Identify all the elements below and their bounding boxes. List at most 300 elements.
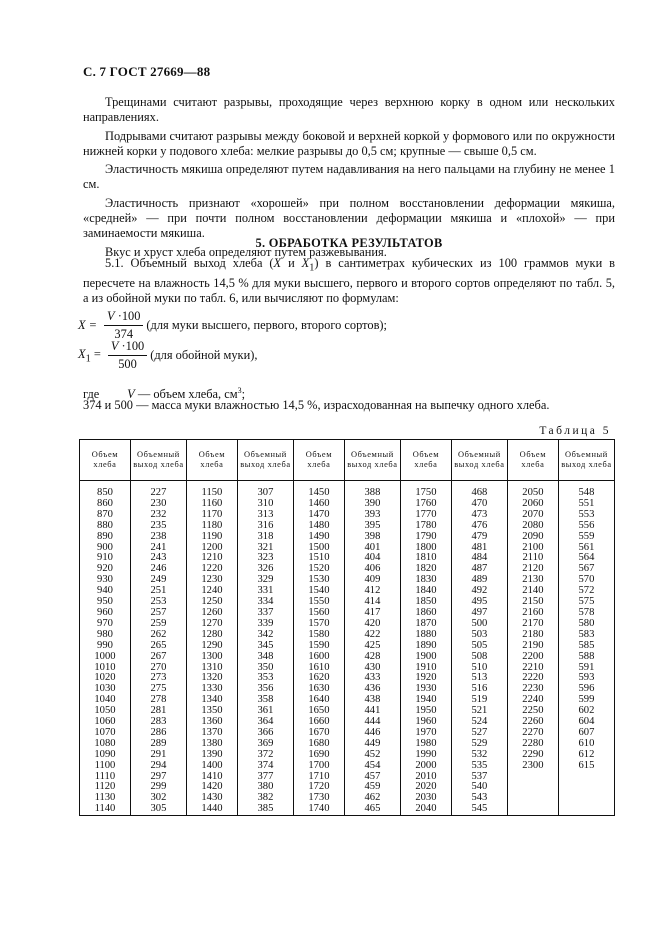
cell-volume-yield: 422 [344, 630, 400, 641]
cell-bread-volume: 930 [80, 575, 131, 586]
col-header-yield: Объемный выход хлеба [558, 440, 614, 481]
cell-volume-yield: 599 [558, 695, 614, 706]
cell-bread-volume: 2120 [507, 564, 558, 575]
cell-bread-volume: 1860 [400, 608, 451, 619]
cell-bread-volume: 1530 [293, 575, 344, 586]
cell-bread-volume: 1700 [293, 761, 344, 772]
cell-volume-yield: 430 [344, 663, 400, 674]
cell-bread-volume: 1290 [186, 641, 237, 652]
formula-x: X = $\frac{V \cdot 100}{374}$ (для муки высшего, первого, второго сортов); [78, 309, 387, 341]
cell-volume-yield: 253 [130, 597, 186, 608]
cell-volume-yield: 446 [344, 728, 400, 739]
cell-bread-volume: 1060 [80, 717, 131, 728]
cell-volume-yield: 484 [451, 553, 507, 564]
cell-bread-volume: 1170 [186, 510, 237, 521]
table-5 [79, 439, 615, 816]
cell-volume-yield: 529 [451, 739, 507, 750]
cell-volume-yield: 342 [237, 630, 293, 641]
cell-bread-volume: 970 [80, 619, 131, 630]
cell-bread-volume: 900 [80, 543, 131, 554]
cell-volume-yield: 513 [451, 673, 507, 684]
cell-volume-yield: 441 [344, 706, 400, 717]
cell-volume-yield: 278 [130, 695, 186, 706]
cell-volume-yield: 545 [451, 804, 507, 815]
cell-bread-volume: 980 [80, 630, 131, 641]
cell-bread-volume: 1850 [400, 597, 451, 608]
cell-volume-yield: 334 [237, 597, 293, 608]
cell-bread-volume: 1180 [186, 521, 237, 532]
cell-volume-yield: 323 [237, 553, 293, 564]
cell-volume-yield: 548 [558, 481, 614, 499]
cell-bread-volume: 1740 [293, 804, 344, 815]
cell-volume-yield: 433 [344, 673, 400, 684]
legend-mass: 374 и 500 — масса муки влажностью 14,5 %, израсходованная на выпечку одного хлеба. [83, 398, 550, 412]
cell-bread-volume: 1650 [293, 706, 344, 717]
cell-volume-yield: 564 [558, 553, 614, 564]
cell-bread-volume: 1040 [80, 695, 131, 706]
cell-bread-volume: 1500 [293, 543, 344, 554]
cell-volume-yield: 454 [344, 761, 400, 772]
cell-bread-volume: 2280 [507, 739, 558, 750]
cell-bread-volume: 2140 [507, 586, 558, 597]
cell-bread-volume: 1870 [400, 619, 451, 630]
paragraph-elasticity-method: Эластичность мякиша определяют путем надавливания на него пальцами на глубину не менее 1 см. [83, 162, 615, 192]
cell-volume-yield: 593 [558, 673, 614, 684]
cell-bread-volume: 2000 [400, 761, 451, 772]
cell-bread-volume: 1920 [400, 673, 451, 684]
cell-bread-volume [507, 772, 558, 783]
cell-bread-volume: 1640 [293, 695, 344, 706]
cell-bread-volume: 1930 [400, 684, 451, 695]
cell-bread-volume: 1020 [80, 673, 131, 684]
table-row [80, 652, 615, 663]
cell-volume-yield: 310 [237, 499, 293, 510]
cell-bread-volume: 1890 [400, 641, 451, 652]
cell-volume-yield: 412 [344, 586, 400, 597]
cell-bread-volume: 2040 [400, 804, 451, 815]
cell-bread-volume: 1750 [400, 481, 451, 499]
cell-volume-yield: 358 [237, 695, 293, 706]
cell-volume-yield: 329 [237, 575, 293, 586]
cell-bread-volume: 1800 [400, 543, 451, 554]
cell-volume-yield: 578 [558, 608, 614, 619]
cell-bread-volume: 1710 [293, 772, 344, 783]
cell-volume-yield: 516 [451, 684, 507, 695]
col-header-volume: Объем хлеба [186, 440, 237, 481]
cell-volume-yield: 286 [130, 728, 186, 739]
cell-bread-volume: 2300 [507, 761, 558, 772]
cell-volume-yield: 404 [344, 553, 400, 564]
cell-volume-yield: 591 [558, 663, 614, 674]
cell-bread-volume: 1980 [400, 739, 451, 750]
cell-volume-yield: 294 [130, 761, 186, 772]
paragraph-cracks: Трещинами считают разрывы, проходящие через верхнюю корку в одном или нескольких направлениях. [83, 95, 615, 125]
cell-volume-yield: 417 [344, 608, 400, 619]
cell-bread-volume: 1720 [293, 782, 344, 793]
cell-volume-yield: 241 [130, 543, 186, 554]
cell-bread-volume: 2010 [400, 772, 451, 783]
cell-volume-yield: 553 [558, 510, 614, 521]
cell-bread-volume: 1070 [80, 728, 131, 739]
table-row [80, 761, 615, 772]
cell-bread-volume: 2110 [507, 553, 558, 564]
cell-volume-yield: 339 [237, 619, 293, 630]
cell-volume-yield: 503 [451, 630, 507, 641]
cell-volume-yield: 607 [558, 728, 614, 739]
col-header-yield: Объемный выход хлеба [130, 440, 186, 481]
cell-volume-yield: 249 [130, 575, 186, 586]
cell-volume-yield: 492 [451, 586, 507, 597]
cell-bread-volume: 1480 [293, 521, 344, 532]
cell-bread-volume: 1760 [400, 499, 451, 510]
cell-bread-volume: 1410 [186, 772, 237, 783]
cell-bread-volume: 1910 [400, 663, 451, 674]
col-header-volume: Объем хлеба [507, 440, 558, 481]
cell-volume-yield: 465 [344, 804, 400, 815]
cell-volume-yield: 481 [451, 543, 507, 554]
cell-bread-volume: 1380 [186, 739, 237, 750]
cell-volume-yield: 281 [130, 706, 186, 717]
cell-bread-volume: 1420 [186, 782, 237, 793]
cell-volume-yield [558, 772, 614, 783]
cell-volume-yield: 374 [237, 761, 293, 772]
cell-volume-yield: 459 [344, 782, 400, 793]
col-header-volume: Объем хлеба [400, 440, 451, 481]
cell-bread-volume: 1830 [400, 575, 451, 586]
cell-volume-yield: 409 [344, 575, 400, 586]
cell-bread-volume: 1100 [80, 761, 131, 772]
cell-volume-yield: 535 [451, 761, 507, 772]
cell-volume-yield: 524 [451, 717, 507, 728]
cell-bread-volume: 2080 [507, 521, 558, 532]
cell-volume-yield: 227 [130, 481, 186, 499]
cell-volume-yield: 585 [558, 641, 614, 652]
cell-volume-yield: 299 [130, 782, 186, 793]
cell-bread-volume: 2020 [400, 782, 451, 793]
cell-bread-volume: 880 [80, 521, 131, 532]
cell-volume-yield: 414 [344, 597, 400, 608]
cell-volume-yield: 348 [237, 652, 293, 663]
cell-bread-volume: 1340 [186, 695, 237, 706]
cell-bread-volume: 1140 [80, 804, 131, 815]
cell-volume-yield: 532 [451, 750, 507, 761]
cell-volume-yield: 436 [344, 684, 400, 695]
cell-volume-yield [558, 782, 614, 793]
cell-bread-volume: 1190 [186, 532, 237, 543]
cell-bread-volume: 1990 [400, 750, 451, 761]
cell-bread-volume: 1590 [293, 641, 344, 652]
cell-volume-yield: 602 [558, 706, 614, 717]
cell-volume-yield: 331 [237, 586, 293, 597]
page-header: С. 7 ГОСТ 27669—88 [83, 64, 211, 79]
cell-bread-volume: 2070 [507, 510, 558, 521]
cell-bread-volume: 1790 [400, 532, 451, 543]
cell-volume-yield: 612 [558, 750, 614, 761]
cell-bread-volume: 1120 [80, 782, 131, 793]
cell-bread-volume: 1730 [293, 793, 344, 804]
cell-bread-volume: 2290 [507, 750, 558, 761]
cell-bread-volume: 1030 [80, 684, 131, 695]
cell-bread-volume: 1550 [293, 597, 344, 608]
cell-bread-volume: 1200 [186, 543, 237, 554]
cell-bread-volume: 860 [80, 499, 131, 510]
cell-bread-volume: 990 [80, 641, 131, 652]
cell-bread-volume: 1970 [400, 728, 451, 739]
cell-bread-volume: 1450 [293, 481, 344, 499]
cell-volume-yield: 321 [237, 543, 293, 554]
col-header-yield: Объемный выход хлеба [451, 440, 507, 481]
cell-bread-volume: 1680 [293, 739, 344, 750]
cell-volume-yield: 257 [130, 608, 186, 619]
cell-volume-yield: 380 [237, 782, 293, 793]
cell-bread-volume: 1300 [186, 652, 237, 663]
cell-bread-volume: 1460 [293, 499, 344, 510]
cell-volume-yield: 527 [451, 728, 507, 739]
cell-volume-yield: 361 [237, 706, 293, 717]
cell-bread-volume: 1820 [400, 564, 451, 575]
cell-bread-volume: 1430 [186, 793, 237, 804]
cell-volume-yield: 615 [558, 761, 614, 772]
cell-volume-yield: 572 [558, 586, 614, 597]
cell-volume-yield: 246 [130, 564, 186, 575]
cell-volume-yield: 401 [344, 543, 400, 554]
cell-volume-yield: 238 [130, 532, 186, 543]
cell-bread-volume: 1330 [186, 684, 237, 695]
cell-volume-yield: 508 [451, 652, 507, 663]
cell-volume-yield: 457 [344, 772, 400, 783]
cell-bread-volume: 1570 [293, 619, 344, 630]
cell-bread-volume: 1690 [293, 750, 344, 761]
cell-volume-yield: 275 [130, 684, 186, 695]
cell-volume-yield: 575 [558, 597, 614, 608]
cell-bread-volume: 1610 [293, 663, 344, 674]
formula-note: (для муки высшего, первого, второго сортов); [146, 318, 387, 332]
cell-bread-volume: 2160 [507, 608, 558, 619]
cell-volume-yield: 369 [237, 739, 293, 750]
cell-volume-yield: 398 [344, 532, 400, 543]
cell-volume-yield: 444 [344, 717, 400, 728]
cell-volume-yield: 372 [237, 750, 293, 761]
cell-bread-volume: 1360 [186, 717, 237, 728]
cell-bread-volume: 2090 [507, 532, 558, 543]
cell-volume-yield: 468 [451, 481, 507, 499]
table-header-row [80, 440, 615, 481]
cell-volume-yield: 479 [451, 532, 507, 543]
cell-bread-volume: 1770 [400, 510, 451, 521]
cell-bread-volume: 1390 [186, 750, 237, 761]
cell-volume-yield: 291 [130, 750, 186, 761]
cell-bread-volume: 1280 [186, 630, 237, 641]
cell-volume-yield: 406 [344, 564, 400, 575]
cell-bread-volume: 2220 [507, 673, 558, 684]
cell-volume-yield: 364 [237, 717, 293, 728]
cell-bread-volume: 2210 [507, 663, 558, 674]
cell-volume-yield: 487 [451, 564, 507, 575]
cell-volume-yield: 366 [237, 728, 293, 739]
cell-volume-yield: 505 [451, 641, 507, 652]
cell-bread-volume: 2130 [507, 575, 558, 586]
cell-bread-volume [507, 804, 558, 815]
cell-volume-yield: 462 [344, 793, 400, 804]
cell-bread-volume: 1540 [293, 586, 344, 597]
cell-bread-volume: 1230 [186, 575, 237, 586]
cell-bread-volume: 910 [80, 553, 131, 564]
cell-volume-yield [558, 804, 614, 815]
cell-bread-volume: 1010 [80, 663, 131, 674]
cell-volume-yield: 356 [237, 684, 293, 695]
cell-bread-volume: 960 [80, 608, 131, 619]
cell-bread-volume: 1370 [186, 728, 237, 739]
cell-volume-yield: 473 [451, 510, 507, 521]
cell-volume-yield: 232 [130, 510, 186, 521]
cell-volume-yield: 273 [130, 673, 186, 684]
cell-bread-volume: 1080 [80, 739, 131, 750]
cell-bread-volume: 2260 [507, 717, 558, 728]
cell-volume-yield: 420 [344, 619, 400, 630]
cell-volume-yield: 307 [237, 481, 293, 499]
fraction: $\frac{V \cdot 100}{374}$ [104, 309, 143, 342]
cell-volume-yield: 305 [130, 804, 186, 815]
cell-bread-volume: 1240 [186, 586, 237, 597]
cell-bread-volume: 1950 [400, 706, 451, 717]
cell-bread-volume: 1880 [400, 630, 451, 641]
table-caption: Таблица 5 [539, 425, 611, 437]
cell-bread-volume: 1960 [400, 717, 451, 728]
cell-volume-yield: 345 [237, 641, 293, 652]
cell-bread-volume: 1270 [186, 619, 237, 630]
cell-volume-yield: 270 [130, 663, 186, 674]
cell-volume-yield: 497 [451, 608, 507, 619]
cell-volume-yield: 316 [237, 521, 293, 532]
table-body [80, 481, 615, 816]
cell-volume-yield: 425 [344, 641, 400, 652]
cell-bread-volume: 1620 [293, 673, 344, 684]
cell-bread-volume: 1440 [186, 804, 237, 815]
cell-volume-yield: 452 [344, 750, 400, 761]
cell-volume-yield: 540 [451, 782, 507, 793]
cell-volume-yield: 449 [344, 739, 400, 750]
cell-volume-yield: 561 [558, 543, 614, 554]
cell-volume-yield: 521 [451, 706, 507, 717]
paragraph-5-1: 5.1. Объемный выход хлеба (X и $X_1$) в сантиметрах кубических из 100 граммов муки в пересчете на влажность 14,5 % для муки высшего, первого и второго сортов определяют по табл. 5, а из обойной муки по табл. 6, или вычисляют по формулам: [83, 256, 616, 306]
cell-volume-yield: 500 [451, 619, 507, 630]
table-row [80, 532, 615, 543]
cell-bread-volume: 1600 [293, 652, 344, 663]
cell-bread-volume: 1310 [186, 663, 237, 674]
cell-bread-volume: 2200 [507, 652, 558, 663]
cell-volume-yield: 559 [558, 532, 614, 543]
cell-volume-yield: 388 [344, 481, 400, 499]
cell-volume-yield: 297 [130, 772, 186, 783]
cell-volume-yield: 350 [237, 663, 293, 674]
table-row [80, 641, 615, 652]
cell-volume-yield: 470 [451, 499, 507, 510]
cell-bread-volume: 1130 [80, 793, 131, 804]
cell-bread-volume: 850 [80, 481, 131, 499]
cell-bread-volume: 1780 [400, 521, 451, 532]
legend-volume: где V — объем хлеба, $см^3$; [83, 386, 246, 402]
cell-bread-volume: 1050 [80, 706, 131, 717]
cell-volume-yield: 395 [344, 521, 400, 532]
cell-bread-volume: 1660 [293, 717, 344, 728]
cell-bread-volume: 2250 [507, 706, 558, 717]
cell-bread-volume: 2270 [507, 728, 558, 739]
cell-volume-yield: 235 [130, 521, 186, 532]
cell-volume-yield: 570 [558, 575, 614, 586]
cell-volume-yield: 556 [558, 521, 614, 532]
cell-volume-yield: 596 [558, 684, 614, 695]
cell-bread-volume: 1840 [400, 586, 451, 597]
cell-volume-yield: 302 [130, 793, 186, 804]
col-header-volume: Объем хлеба [80, 440, 131, 481]
cell-bread-volume: 2170 [507, 619, 558, 630]
cell-bread-volume: 1210 [186, 553, 237, 564]
cell-volume-yield: 385 [237, 804, 293, 815]
cell-bread-volume: 1580 [293, 630, 344, 641]
cell-bread-volume: 1400 [186, 761, 237, 772]
col-header-volume: Объем хлеба [293, 440, 344, 481]
cell-volume-yield: 289 [130, 739, 186, 750]
cell-bread-volume: 2230 [507, 684, 558, 695]
cell-bread-volume: 1900 [400, 652, 451, 663]
cell-volume-yield: 604 [558, 717, 614, 728]
cell-bread-volume: 1810 [400, 553, 451, 564]
cell-volume-yield: 377 [237, 772, 293, 783]
cell-bread-volume: 870 [80, 510, 131, 521]
cell-bread-volume: 890 [80, 532, 131, 543]
cell-volume-yield: 567 [558, 564, 614, 575]
cell-volume-yield: 580 [558, 619, 614, 630]
cell-volume-yield: 476 [451, 521, 507, 532]
cell-bread-volume: 1000 [80, 652, 131, 663]
cell-volume-yield: 583 [558, 630, 614, 641]
cell-volume-yield: 382 [237, 793, 293, 804]
paragraph-taste: Вкус и хруст хлеба определяют путем разжевывания. [105, 244, 387, 259]
cell-volume-yield: 353 [237, 673, 293, 684]
cell-bread-volume: 1320 [186, 673, 237, 684]
cell-bread-volume: 2060 [507, 499, 558, 510]
cell-bread-volume: 1670 [293, 728, 344, 739]
cell-bread-volume: 2190 [507, 641, 558, 652]
cell-volume-yield: 267 [130, 652, 186, 663]
cell-bread-volume: 1350 [186, 706, 237, 717]
section-title: 5. ОБРАБОТКА РЕЗУЛЬТАТОВ [255, 236, 443, 250]
cell-bread-volume: 1940 [400, 695, 451, 706]
cell-bread-volume: 1220 [186, 564, 237, 575]
cell-volume-yield: 428 [344, 652, 400, 663]
fraction: $\frac{V \cdot 100}{500}$ [108, 339, 147, 372]
cell-volume-yield: 438 [344, 695, 400, 706]
cell-bread-volume: 940 [80, 586, 131, 597]
cell-bread-volume: 1150 [186, 481, 237, 499]
cell-bread-volume: 1250 [186, 597, 237, 608]
cell-bread-volume: 1160 [186, 499, 237, 510]
cell-volume-yield: 519 [451, 695, 507, 706]
cell-bread-volume: 2180 [507, 630, 558, 641]
cell-bread-volume [507, 793, 558, 804]
formula-note: (для обойной муки), [150, 348, 258, 362]
cell-volume-yield: 251 [130, 586, 186, 597]
cell-volume-yield: 510 [451, 663, 507, 674]
cell-volume-yield: 283 [130, 717, 186, 728]
table-row [80, 481, 615, 499]
cell-volume-yield: 551 [558, 499, 614, 510]
cell-bread-volume: 2240 [507, 695, 558, 706]
cell-bread-volume: 1260 [186, 608, 237, 619]
cell-volume-yield: 537 [451, 772, 507, 783]
paragraph-elasticity-grades: Эластичность признают «хорошей» при полном восстановлении деформации мякиша, «средней» — при почти полном восстановлении деформации мякиша и «плохой» — при заминаемости мякиша. [83, 195, 615, 241]
cell-volume-yield: 495 [451, 597, 507, 608]
